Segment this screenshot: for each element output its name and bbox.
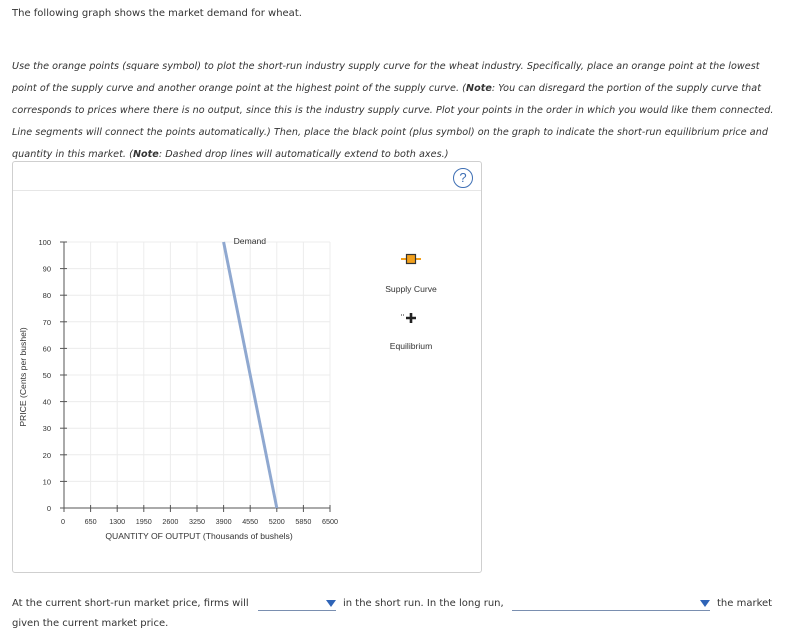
y-tick-label: 80 — [42, 291, 51, 301]
bottom-question-text-1: At the current short-run market price, firms will — [12, 598, 249, 609]
x-axis-label: QUANTITY OF OUTPUT (Thousands of bushels) — [105, 531, 293, 541]
chevron-down-icon — [326, 600, 336, 607]
note-label-1: Note — [465, 83, 492, 94]
y-tick-label: 50 — [42, 371, 51, 380]
x-tick-label: 6500 — [322, 517, 338, 526]
equilibrium-point-tool[interactable] — [406, 313, 416, 323]
x-tick-label: 650 — [84, 517, 97, 526]
y-tick-label: 30 — [42, 424, 51, 434]
bottom-question-text-2: in the short run. In the long run, — [343, 598, 504, 609]
x-tick-label: 1950 — [135, 517, 152, 526]
x-tick-label: 3900 — [215, 517, 232, 526]
supply-curve-tool-label: Supply Curve — [385, 284, 437, 294]
x-tick-label: 5200 — [268, 517, 285, 526]
chevron-down-icon — [700, 600, 710, 607]
instructions-part-2: : You can disregard the portion of the supply curve that corresponds to prices where there is no output, since this is the industry supply curve. Plot your points in the order in which you would like them connected. Line segments will connect the points automatically.) Then, place the black point (plus symbol) on the graph to indicate the short-run equilibrium price and quantity in this market. ( — [12, 83, 774, 160]
help-button[interactable]: ? — [453, 168, 473, 188]
y-tick-label: 90 — [42, 264, 51, 274]
x-tick-label: 4550 — [242, 517, 259, 526]
y-axis-label: PRICE (Cents per bushel) — [18, 327, 28, 427]
x-tick-label: 1300 — [109, 517, 126, 526]
instructions-part-3: : Dashed drop lines will automatically extend to both axes.) — [158, 149, 449, 160]
long-run-dropdown[interactable] — [512, 597, 710, 611]
supply-curve-point-tool[interactable] — [407, 255, 416, 264]
y-tick-label: 100 — [38, 238, 51, 247]
instructions-part-1: Use the orange points (square symbol) to plot the short-run industry supply curve for the wheat industry. Specifically, place an orange point at the lowest point of the supply curve and another orange point at the highest point of the supply curve. ( — [12, 61, 760, 94]
y-tick-label: 10 — [42, 477, 51, 487]
firm-action-dropdown[interactable] — [258, 597, 336, 611]
note-label-2: Note — [132, 149, 159, 160]
y-tick-label: 70 — [42, 317, 51, 327]
x-tick-label: 2600 — [162, 517, 179, 526]
question-intro: The following graph shows the market demand for wheat. — [12, 8, 302, 19]
equilibrium-tool-label: Equilibrium — [389, 341, 433, 351]
bottom-question-text-4: given the current market price. — [12, 618, 169, 629]
y-tick-label: 20 — [42, 450, 51, 460]
x-tick-label: 0 — [61, 517, 65, 526]
graph-panel — [12, 161, 482, 573]
demand-curve-label: Demand — [233, 236, 267, 246]
x-tick-label: 5850 — [295, 517, 312, 526]
x-tick-label: 3250 — [189, 517, 205, 526]
question-instructions — [12, 56, 782, 166]
supply-demand-chart[interactable] — [13, 162, 481, 572]
y-tick-label: 0 — [46, 504, 51, 513]
y-tick-label: 60 — [42, 344, 51, 354]
bottom-question-text-3: the market — [717, 598, 773, 609]
y-tick-label: 40 — [42, 397, 51, 407]
